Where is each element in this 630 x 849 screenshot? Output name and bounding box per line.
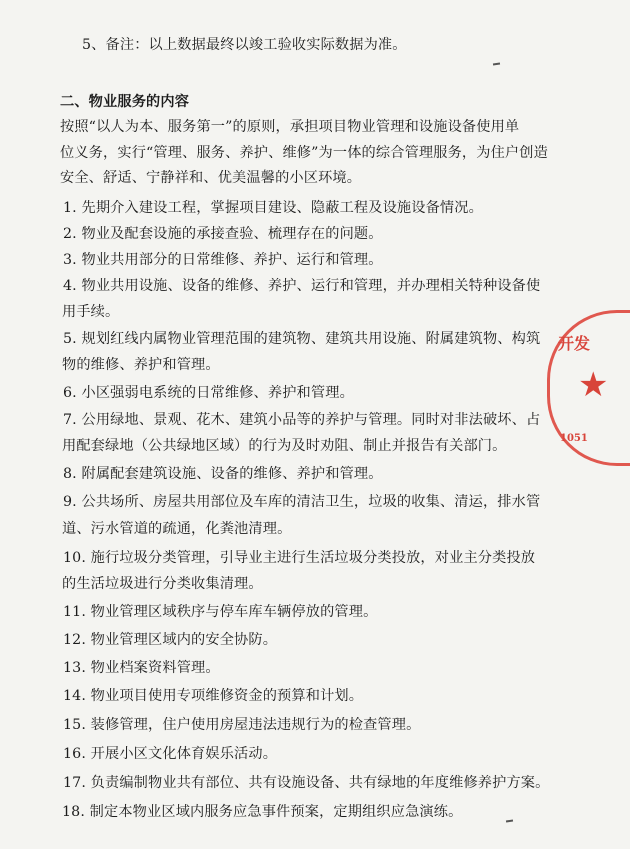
list-item: 1. 先期介入建设工程，掌握项目建设、隐蔽工程及设施设备情况。 xyxy=(63,200,483,216)
section-heading: 二、物业服务的内容 xyxy=(60,94,190,110)
list-item-continued: 道、污水管道的疏通，化粪池清理。 xyxy=(62,521,292,537)
list-item-continued: 用手续。 xyxy=(62,304,120,320)
list-item: 9. 公共场所、房屋共用部位及车库的清洁卫生，垃圾的收集、清运，排水管 xyxy=(63,494,541,510)
note-line: 5、备注：以上数据最终以竣工验收实际数据为准。 xyxy=(82,37,407,53)
list-item: 5. 规划红线内属物业管理范围的建筑物、建筑共用设施、附属建筑物、构筑 xyxy=(63,331,541,347)
list-item: 10. 施行垃圾分类管理，引导业主进行生活垃圾分类投放，对业主分类投放 xyxy=(63,550,536,566)
list-item: 18. 制定本物业区域内服务应急事件预案，定期组织应急演练。 xyxy=(62,804,463,820)
paragraph-line: 按照“以人为本、服务第一”的原则，承担项目物业管理和设施设备使用单 xyxy=(60,119,520,135)
list-item: 3. 物业共用部分的日常维修、养护、运行和管理。 xyxy=(63,252,383,268)
paragraph-line: 位义务，实行“管理、服务、养护、维修”为一体的综合管理服务，为住户创造 xyxy=(60,145,548,161)
seal-text-top: 开发 xyxy=(558,334,591,353)
list-item: 2. 物业及配套设施的承接查验、梳理存在的问题。 xyxy=(63,226,383,242)
paragraph-line: 安全、舒适、宁静祥和、优美温馨的小区环境。 xyxy=(60,170,362,186)
list-item-continued: 的生活垃圾进行分类收集清理。 xyxy=(62,576,263,592)
list-item-continued: 用配套绿地（公共绿地区域）的行为及时劝阻、制止并报告有关部门。 xyxy=(62,438,507,454)
list-item: 6. 小区强弱电系统的日常维修、养护和管理。 xyxy=(63,385,354,401)
list-item-continued: 物的维修、养护和管理。 xyxy=(62,357,220,373)
list-item: 15. 装修管理，住户使用房屋违法违规行为的检查管理。 xyxy=(63,717,421,733)
company-seal xyxy=(547,310,630,466)
list-item: 7. 公用绿地、景观、花木、建筑小品等的养护与管理。同时对非法破坏、占 xyxy=(63,412,541,428)
list-item: 4. 物业共用设施、设备的维修、养护、运行和管理，并办理相关特种设备使 xyxy=(63,278,541,294)
scan-mark xyxy=(506,820,513,823)
list-item: 11. 物业管理区域秩序与停车库车辆停放的管理。 xyxy=(63,604,378,620)
list-item: 17. 负责编制物业共有部位、共有设施设备、共有绿地的年度维修养护方案。 xyxy=(63,775,550,791)
list-item: 16. 开展小区文化体育娱乐活动。 xyxy=(63,746,278,762)
seal-text-bottom: 1051 xyxy=(560,433,588,444)
seal-star-icon: ★ xyxy=(578,365,609,405)
list-item: 14. 物业项目使用专项维修资金的预算和计划。 xyxy=(63,688,364,704)
list-item: 12. 物业管理区域内的安全协防。 xyxy=(63,632,278,648)
scan-mark xyxy=(493,63,500,66)
list-item: 13. 物业档案资料管理。 xyxy=(63,660,220,676)
list-item: 8. 附属配套建筑设施、设备的维修、养护和管理。 xyxy=(63,466,383,482)
